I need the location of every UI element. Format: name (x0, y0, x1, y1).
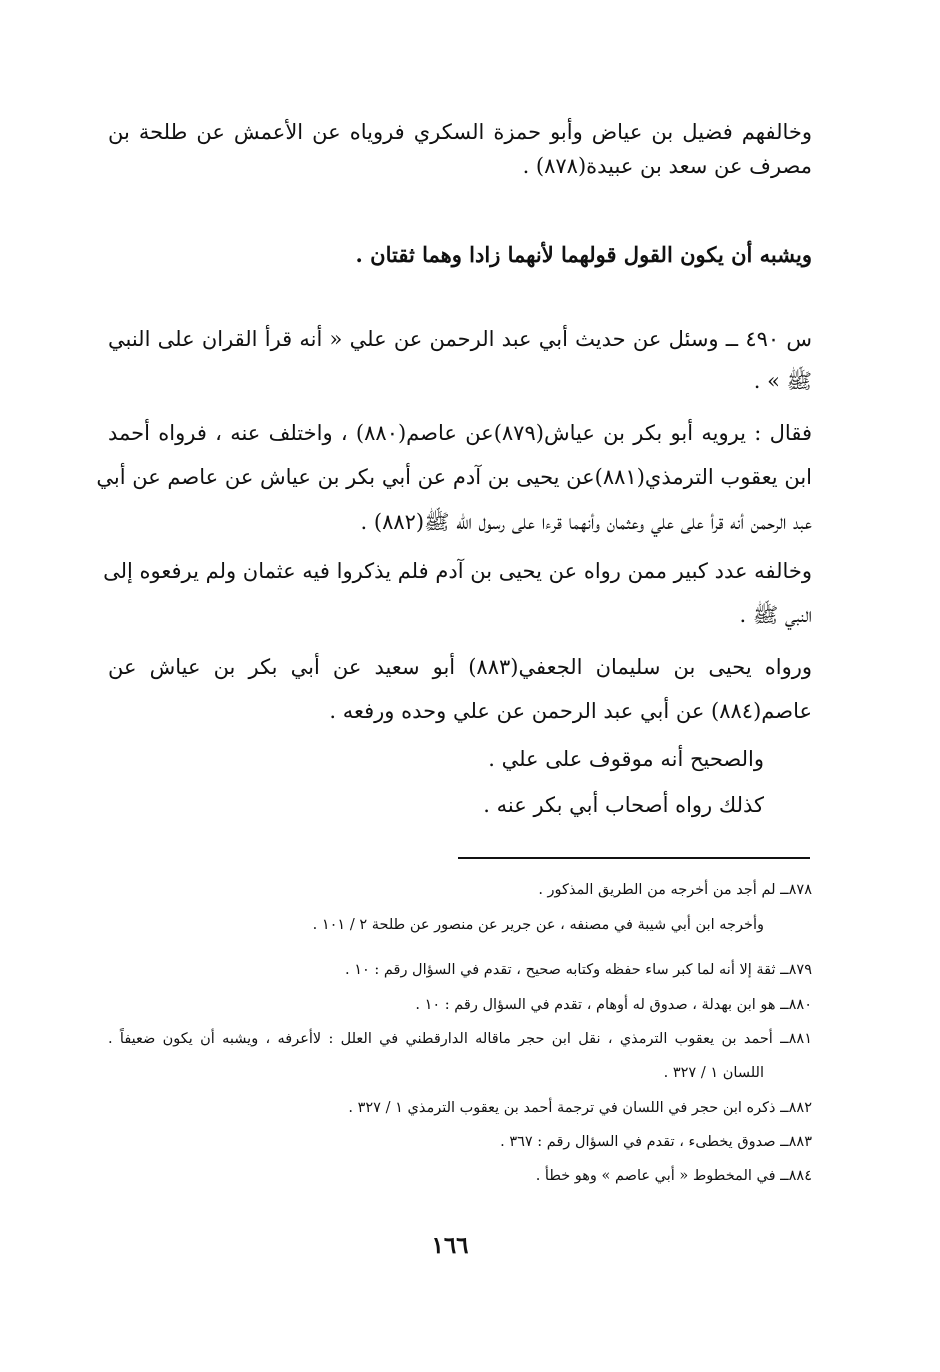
footnote-881-line-1: ٨٨١ــ أحمد بن يعقوب الترمذي ، نقل ابن حجر ماقاله الدارقطني في العلل : لاأعرفه ، ويشبه أن يكون ضعيفاً . (108, 1031, 812, 1047)
page-number: ١٦٦ (431, 1232, 469, 1259)
footnote-878-line-1: ٨٧٨ــ لم أجد من أخرجه من الطريق المذكور . (538, 882, 812, 898)
footnote-884: ٨٨٤ــ في المخطوط « أبي عاصم » وهو خطأ . (535, 1168, 812, 1184)
paragraph-1-line-1: وخالفهم فضيل بن عياض وأبو حمزة السكري فروياه عن الأعمش عن طلحة بن (108, 120, 812, 144)
answer-line-1: فقال : يرويه أبو بكر بن عياش(٨٧٩)عن عاصم(٨٨٠) ، واختلف عنه ، فرواه أحمد (108, 421, 812, 445)
paragraph-c-line-2: عاصم(٨٨٤) عن أبي عبد الرحمن عن علي وحده ورفعه . (329, 699, 812, 723)
footnote-883: ٨٨٣ــ صدوق يخطىء ، تقدم في السؤال رقم : ٣٦٧ . (500, 1134, 812, 1150)
footnote-separator (458, 857, 810, 859)
footnote-882: ٨٨٢ــ ذكره ابن حجر في اللسان في ترجمة أحمد بن يعقوب الترمذي ١ / ٣٢٧ . (348, 1100, 812, 1116)
footnote-880: ٨٨٠ــ هو ابن بهدلة ، صدوق له أوهام ، تقدم في السؤال رقم : ١٠ . (415, 997, 812, 1013)
paragraph-2-line-1: ويشبه أن يكون القول قولهما لأنهما زادا وهما ثقتان . (355, 242, 812, 267)
question-490-line-2: ﷺ » . (753, 369, 812, 393)
answer-line-3: عبد الرحمن أنه قرأ على علي وعثمان وأنهما قرءا على رسول الله ﷺ(٨٨٢) . (360, 510, 812, 534)
paragraph-e-line-1: كذلك رواه أصحاب أبي بكر عنه . (483, 793, 764, 817)
answer-line-2: ابن يعقوب الترمذي(٨٨١)عن يحيى بن آدم عن أبي بكر بن عياش عن عاصم عن أبي (96, 465, 812, 489)
paragraph-c-line-1: ورواه يحيى بن سليمان الجعفي(٨٨٣) أبو سعيد عن أبي بكر بن عياش عن (108, 655, 812, 679)
paragraph-1-line-2: مصرف عن سعد بن عبيدة(٨٧٨) . (522, 154, 812, 178)
question-490-line-1: س ٤٩٠ ــ وسئل عن حديث أبي عبد الرحمن عن علي « أنه قرأ القران على النبي (108, 327, 813, 351)
footnote-879: ٨٧٩ــ ثقة إلا أنه لما كبر ساء حفظه وكتابه صحيح ، تقدم في السؤال رقم : ١٠ . (344, 962, 812, 978)
footnote-878-line-2: وأخرجه ابن أبي شيبة في مصنفه ، عن جرير عن منصور عن طلحة ٢ / ١٠١ . (312, 917, 764, 933)
paragraph-d-line-1: والصحيح أنه موقوف على علي . (488, 747, 764, 771)
paragraph-b-line-1: وخالفه عدد كبير ممن رواه عن يحيى بن آدم فلم يذكروا فيه عثمان ولم يرفعوه إلى (103, 559, 812, 583)
paragraph-b-line-2: النبي ﷺ . (739, 603, 812, 627)
footnote-881-line-2: اللسان ١ / ٣٢٧ . (663, 1065, 764, 1081)
